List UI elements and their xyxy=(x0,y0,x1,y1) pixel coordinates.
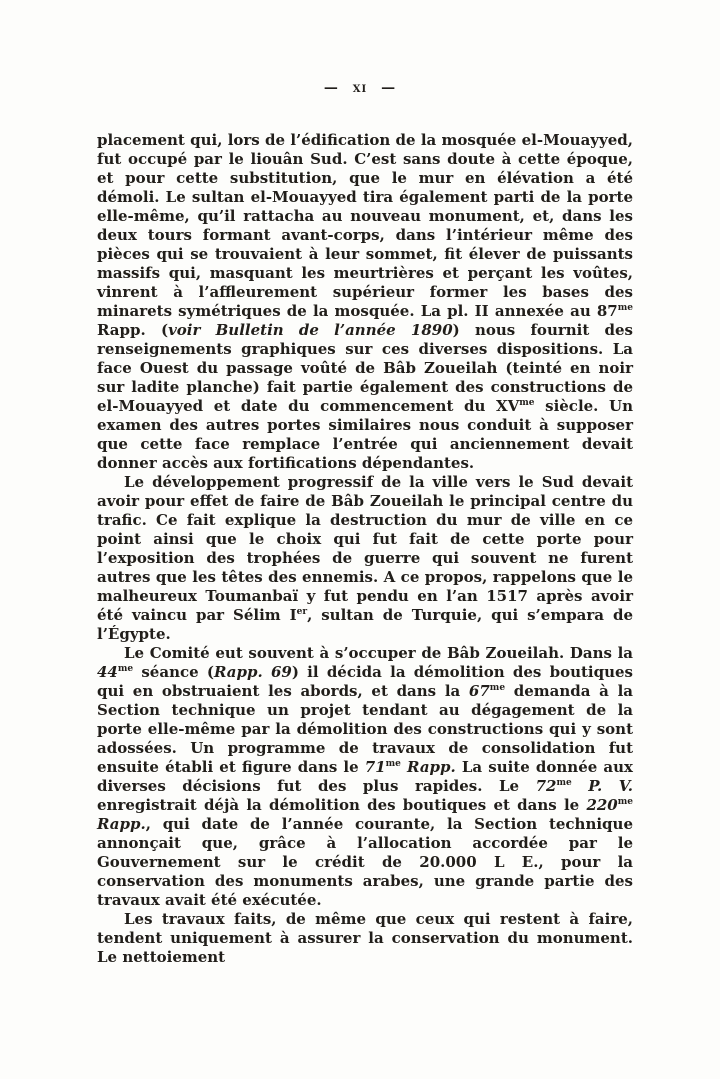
superscript-text: me xyxy=(556,778,572,788)
italic-text: 71 xyxy=(364,758,386,776)
italic-text: 44 xyxy=(97,663,118,681)
italic-text: Rapp. 69 xyxy=(214,663,292,681)
body-text: Le Comité eut souvent à s’occuper de Bâb Zoueilah. Dans la xyxy=(124,644,633,662)
paragraph-1 xyxy=(97,131,633,473)
page-number-header: — xi — xyxy=(323,80,397,96)
italic-text: Rapp. xyxy=(97,815,146,833)
italic-text: 72 xyxy=(535,777,557,795)
italic-text: P. V. xyxy=(588,777,633,795)
body-text: , sultan de Turquie, qui s’empara de l’Égypte. xyxy=(97,606,633,643)
body-text: séance ( xyxy=(133,663,214,681)
superscript-text: me xyxy=(617,303,633,313)
superscript-text: me xyxy=(489,683,506,693)
page-body xyxy=(97,131,633,967)
body-text: siècle. Un examen des autres portes similaires nous conduit à supposer que cette face remplace l’entrée qui anciennement devait donner accès aux fortifications dépendantes. xyxy=(97,397,633,472)
superscript-text: me xyxy=(617,797,633,807)
body-text: enregistrait déjà la démolition des boutiques et dans le xyxy=(97,796,587,814)
body-text: placement qui, lors de l’édification de la mosquée el-Mouayyed, fut occupé par le liouân Sud. C’est sans doute à cette époque, et pour cette substitution, que le mur en élévation a été démoli. Le sultan el-Mouayyed tira également parti de la porte elle-même, qu’il rattacha au nouveau monument, et, dans les deux tours formant avant-corps, dans l’intérieur même des pièces qui se trouvaient à leur sommet, fit élever de puissants massifs qui, masquant les meurtrières et perçant les voûtes, vinrent à l’affleurement supérieur former les bases des minarets symétriques de la mosquée. La pl. II annexée au 87 xyxy=(97,131,633,320)
body-text: demanda à la Section technique un projet tendant au dégagement de la porte elle-même par la démolition des constructions qui y sont adossées. Un programme de travaux de consolidation fut ensuite établi et figure dans le xyxy=(97,682,633,776)
body-text: Les travaux faits, de même que ceux qui restent à faire, tendent uniquement à assurer la conservation du monument. Le nettoiement xyxy=(97,910,633,966)
superscript-text: me xyxy=(385,759,401,769)
body-text: La suite donnée aux diverses décisions fut des plus rapides. Le xyxy=(97,758,633,795)
body-text: ) il décida la démolition des boutiques qui en obstruaient les abords, et dans la xyxy=(97,663,633,700)
paragraph-3 xyxy=(97,644,633,910)
italic-text: Rapp. xyxy=(407,758,456,776)
italic-text: 220 xyxy=(586,796,618,814)
italic-text: 67 xyxy=(468,682,490,700)
paragraph-2 xyxy=(97,473,633,644)
body-text: Rapp. ( xyxy=(97,321,169,339)
superscript-text: er xyxy=(296,607,308,617)
body-text: ) nous fournit des renseignements graphiques sur ces diverses dispositions. La face Ouest du passage voûté de Bâb Zoueilah (teinté en noir sur ladite planche) fait partie également des constructions de el-Mouayyed et date du commencement du XV xyxy=(97,321,633,415)
body-text xyxy=(572,777,589,795)
paragraph-4 xyxy=(97,910,633,967)
body-text: Le développement progressif de la ville vers le Sud devait avoir pour effet de faire de Bâb Zoueilah le principal centre du trafic. Ce fait explique la destruction du mur de ville en ce point ainsi que le choix qui fut fait de cette porte pour l’exposition des trophées de guerre qui souvent ne furent autres que les têtes des ennemis. A ce propos, rappelons que le malheureux Toumanbaï y fut pendu en l’an 1517 après avoir été vaincu par Sélim I xyxy=(97,473,633,624)
italic-text: voir Bulletin de l’année 1890 xyxy=(168,321,453,339)
superscript-text: me xyxy=(519,398,535,408)
body-text: , qui date de l’année courante, la Section technique annonçait que, grâce à l’allocation accordée par le Gouvernement sur le crédit de 20.000 L E., pour la conservation des monuments arabes, une grande partie des travaux avait été exécutée. xyxy=(97,815,633,909)
superscript-text: me xyxy=(117,664,134,674)
